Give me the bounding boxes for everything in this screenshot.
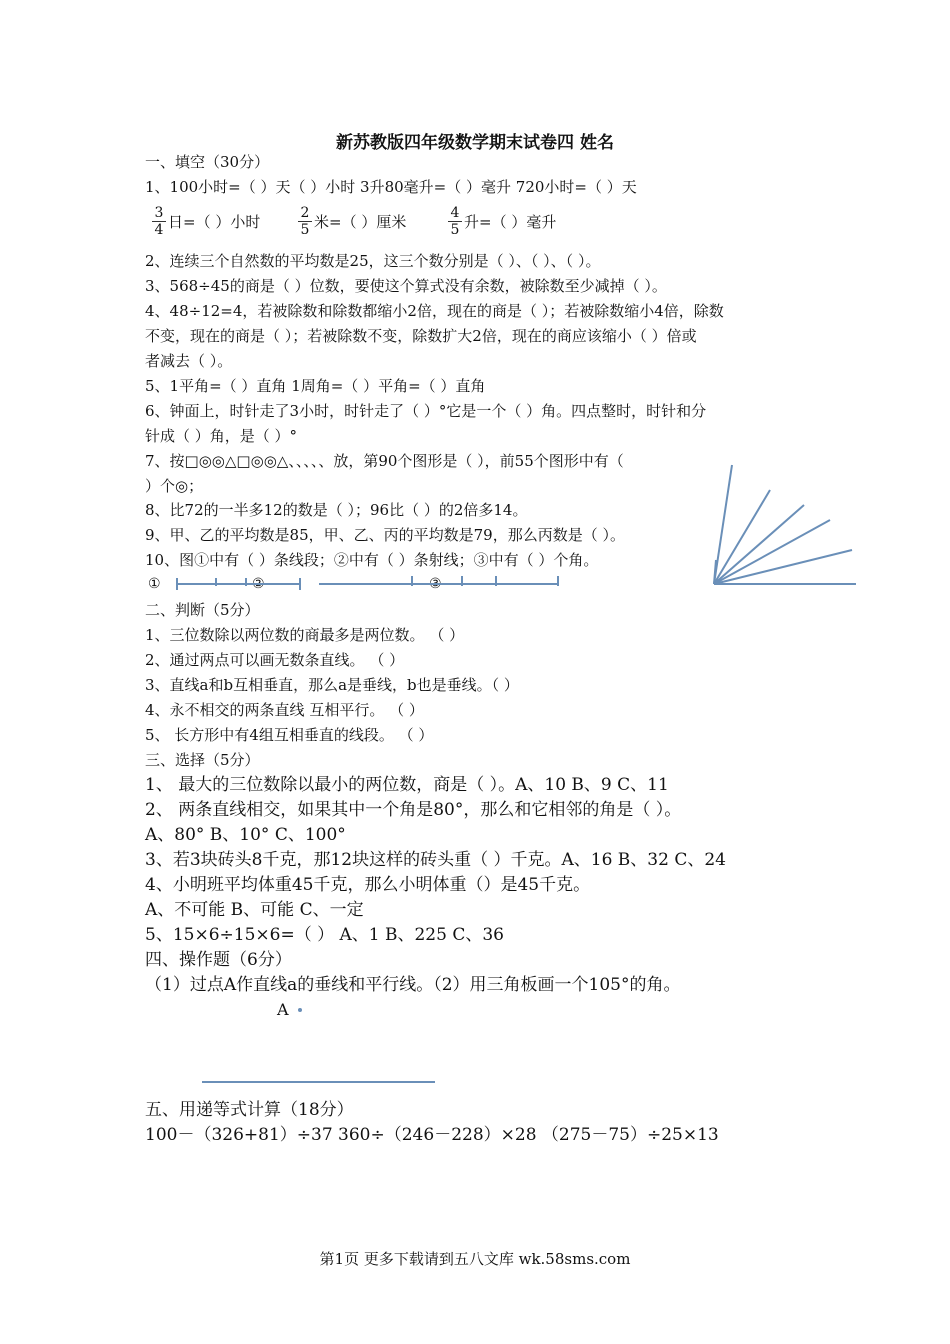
section-3-heading: 三、选择（5分） — [145, 751, 260, 769]
choice-item-4-options: A、不可能 B、可能 C、一定 — [145, 900, 364, 920]
fraction-2-denominator: 5 — [298, 221, 312, 238]
question-7-line1: 7、按□◎◎△□◎◎△、、、、、放，第90个图形是（ ），前55个图形中有（ — [145, 452, 624, 470]
question-4-line1: 4、48÷12=4，若被除数和除数都缩小2倍，现在的商是（ ）；若被除数缩小4倍，除数 — [145, 302, 724, 320]
figure-1-segment — [177, 578, 300, 590]
fraction-1-denominator: 4 — [152, 221, 166, 238]
judge-item-1: 1、三位数除以两位数的商最多是两位数。 （ ） — [145, 626, 465, 644]
judge-item-2: 2、通过两点可以画无数条直线。 （ ） — [145, 651, 405, 669]
calc-expressions: 100－（326+81）÷37 360÷（246－228）×28 （275－75）÷25×13 — [145, 1125, 719, 1145]
question-3: 3、568÷45的商是（ ）位数，要使这个算式没有余数，被除数至少减掉（ ）。 — [145, 277, 667, 295]
fraction-3-numerator: 4 — [450, 205, 460, 221]
choice-item-5: 5、15×6÷15×6=（ ） A、1 B、225 C、36 — [145, 925, 504, 945]
question-5: 5、1平角=（ ）直角 1周角=（ ）平角=（ ）直角 — [145, 377, 486, 395]
fraction-1-numerator: 3 — [154, 205, 164, 221]
figure-3-label: ③ — [429, 576, 442, 592]
figure-3-angle-fan — [714, 465, 856, 584]
choice-item-1: 1、 最大的三位数除以最小的两位数，商是（ ）。A、10 B、9 C、11 — [145, 775, 669, 795]
figure-2-rays — [319, 576, 558, 586]
question-6-line2: 针成（ ）角，是（ ）° — [145, 427, 298, 445]
section-1-heading: 一、填空（30分） — [145, 153, 270, 171]
question-1: 1、100小时=（ ）天（ ）小时 3升80毫升=（ ）毫升 720小时=（ ）天 — [145, 178, 637, 196]
question-1b-part3: 升=（ ）毫升 — [464, 213, 557, 231]
question-6-line1: 6、钟面上，时针走了3小时，时针走了（ ）°它是一个（ ）角。四点整时，时针和分 — [145, 402, 707, 420]
judge-item-3: 3、直线a和b互相垂直，那么a是垂线，b也是垂线。（ ） — [145, 676, 519, 694]
section-4-heading: 四、操作题（6分） — [145, 950, 292, 970]
fraction-3-denominator: 5 — [448, 221, 462, 238]
section-5-heading: 五、用递等式计算（18分） — [145, 1100, 354, 1120]
point-a-dot — [298, 1008, 302, 1012]
question-9: 9、甲、乙的平均数是85，甲、乙、丙的平均数是79，那么丙数是（ ）。 — [145, 526, 625, 544]
question-8: 8、比72的一半多12的数是（ ）；96比（ ）的2倍多14。 — [145, 501, 528, 519]
choice-item-2: 2、 两条直线相交，如果其中一个角是80°，那么和它相邻的角是（ ）。 — [145, 800, 682, 820]
point-a-label: A — [277, 1000, 289, 1019]
operation-question: （1）过点A作直线a的垂线和平行线。（2）用三角板画一个105°的角。 — [145, 975, 681, 995]
question-4-line2: 不变，现在的商是（ ）；若被除数不变，除数扩大2倍，现在的商应该缩小（ ）倍或 — [145, 327, 697, 345]
judge-item-4: 4、永不相交的两条直线 互相平行。 （ ） — [145, 701, 424, 719]
choice-item-4: 4、小明班平均体重45千克，那么小明体重（）是45千克。 — [145, 875, 591, 895]
question-1b-part1: 日=（ ）小时 — [168, 213, 261, 231]
question-7-line2: ）个◎； — [145, 477, 204, 495]
figure-1-label: ① — [148, 576, 161, 592]
choice-item-3: 3、若3块砖头8千克，那12块这样的砖头重（ ）千克。A、16 B、32 C、24 — [145, 850, 726, 870]
question-1b-part2: 米=（ ）厘米 — [314, 213, 407, 231]
fraction-2-numerator: 2 — [300, 205, 310, 221]
question-2: 2、连续三个自然数的平均数是25，这三个数分别是（ ）、（ ）、（ ）。 — [145, 252, 601, 270]
page-title: 新苏教版四年级数学期末试卷四 姓名 — [336, 133, 614, 153]
judge-item-5: 5、 长方形中有4组互相垂直的线段。 （ ） — [145, 726, 434, 744]
choice-item-2-options: A、80° B、10° C、100° — [145, 825, 346, 845]
question-10: 10、图①中有（ ）条线段；②中有（ ）条射线；③中有（ ）个角。 — [145, 551, 599, 569]
question-4-line3: 者减去（ ）。 — [145, 352, 233, 370]
section-2-heading: 二、判断（5分） — [145, 601, 260, 619]
page-footer: 第1页 更多下载请到五八文库 wk.58sms.com — [319, 1250, 631, 1268]
figure-2-label: ② — [252, 576, 265, 592]
